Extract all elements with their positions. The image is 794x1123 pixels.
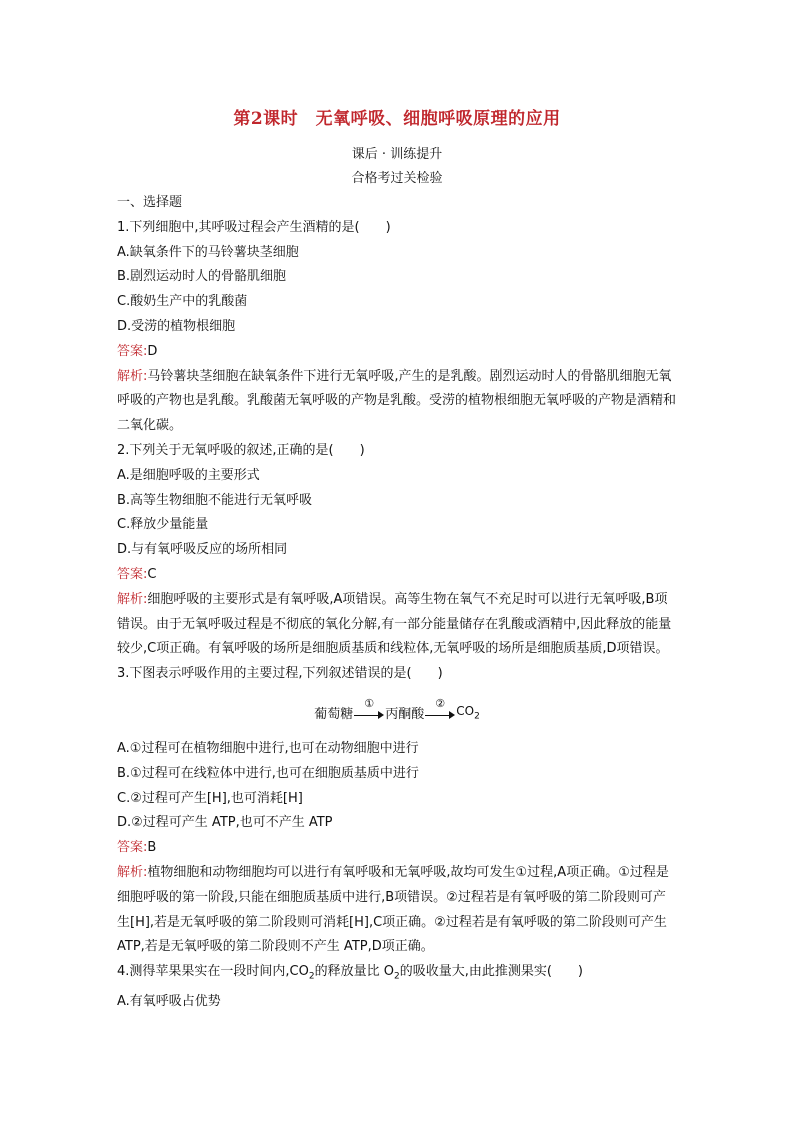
subtitle: 课后 · 训练提升: [351, 147, 443, 162]
diagram-pyruvate: 丙酮酸: [385, 707, 425, 723]
document-page: [117, 104, 677, 1014]
answer-label: 答案:: [117, 566, 148, 582]
step-1-label: ①: [364, 696, 375, 710]
arrow-step-1: [354, 696, 384, 725]
option-c: C.释放少量能量: [117, 517, 209, 533]
analysis: [117, 365, 677, 439]
respiration-diagram: [117, 691, 677, 735]
arrow-step-2: [425, 696, 455, 725]
option-b: B.剧烈运动时人的骨骼肌细胞: [117, 269, 287, 285]
question-stem: 4.测得苹果果实在一段时间内$,CO_2$的释放量比 $O_2$的吸收量大,由此推测果实( ): [117, 964, 583, 982]
subtitle-secondary: 合格考过关检验: [351, 171, 443, 186]
analysis: [117, 588, 677, 662]
answer-value: C: [147, 566, 157, 582]
answer-value: B: [147, 840, 157, 856]
question-4: [117, 960, 677, 1014]
option-a: A.①过程可在植物细胞中进行,也可在动物细胞中进行: [117, 740, 419, 756]
step-2-label: ②: [435, 696, 446, 710]
option-a: A.有氧呼吸占优势: [117, 993, 221, 1009]
option-b: B.高等生物细胞不能进行无氧呼吸: [117, 492, 313, 508]
question-stem: 1.下列细胞中,其呼吸过程会产生酒精的是( ): [117, 219, 391, 235]
question-stem: 2.下列关于无氧呼吸的叙述,正确的是( ): [117, 442, 365, 458]
question-2: [117, 439, 677, 662]
analysis-text: 植物细胞和动物细胞均可以进行有氧呼吸和无氧呼吸,故均可发生①过程,A项正确。①过程是细胞呼吸的第一阶段,只能在细胞质基质中进行,B项错误。②过程若是有氧呼吸的第二阶段则可产生[H],若是无氧呼吸的第二阶段则可消耗[H],C项正确。②过程若是有氧呼吸的第二阶段则可产生 ATP,若是无氧呼吸的第二阶段则不产生 ATP,D项正确。: [117, 864, 669, 955]
answer-label: 答案:: [117, 840, 148, 856]
option-a: A.缺氧条件下的马铃薯块茎细胞: [117, 244, 299, 260]
answer: [117, 836, 677, 861]
question-1: [117, 216, 677, 439]
analysis-label: 解析:: [117, 591, 148, 607]
option-b: B.①过程可在线粒体中进行,也可在细胞质基质中进行: [117, 765, 419, 781]
option-d: D.受涝的植物根细胞: [117, 318, 236, 334]
question-stem: 3.下图表示呼吸作用的主要过程,下列叙述错误的是( ): [117, 666, 443, 682]
answer: [117, 340, 677, 365]
option-d: D.②过程可产生 ATP,也可不产生 ATP: [117, 815, 333, 831]
option-c: C.酸奶生产中的乳酸菌: [117, 294, 248, 310]
option-a: A.是细胞呼吸的主要形式: [117, 467, 260, 483]
analysis-text: 细胞呼吸的主要形式是有氧呼吸,A项错误。高等生物在氧气不充足时可以进行无氧呼吸,B项错误。由于无氧呼吸过程是不彻底的氧化分解,有一部分能量储存在乳酸或酒精中,因此释放的能量较少,C项正确。有氧呼吸的场所是细胞质基质和线粒体,无氧呼吸的场所是细胞质基质,D项错误。: [117, 591, 672, 657]
answer: [117, 563, 677, 588]
option-d: D.与有氧呼吸反应的场所相同: [117, 542, 288, 558]
analysis-label: 解析:: [117, 864, 148, 880]
option-c: C.②过程可产生[H],也可消耗[H]: [117, 790, 303, 806]
analysis-text: 马铃薯块茎细胞在缺氧条件下进行无氧呼吸,产生的是乳酸。剧烈运动时人的骨骼肌细胞无氧呼吸的产物也是乳酸。乳酸菌无氧呼吸的产物是乳酸。受涝的植物根细胞无氧呼吸的产物是酒精和二氧化碳。: [117, 368, 677, 434]
question-3: [117, 662, 677, 960]
section-title: 一、选择题: [117, 195, 183, 210]
page-title: 第2课时 无氧呼吸、细胞呼吸原理的应用: [233, 109, 561, 129]
analysis-label: 解析:: [117, 368, 148, 384]
answer-label: 答案:: [117, 343, 148, 359]
diagram-glucose: 葡萄糖: [314, 707, 354, 723]
analysis: [117, 861, 677, 960]
answer-value: D: [147, 343, 158, 359]
diagram-co2: $CO_2$: [456, 704, 480, 722]
